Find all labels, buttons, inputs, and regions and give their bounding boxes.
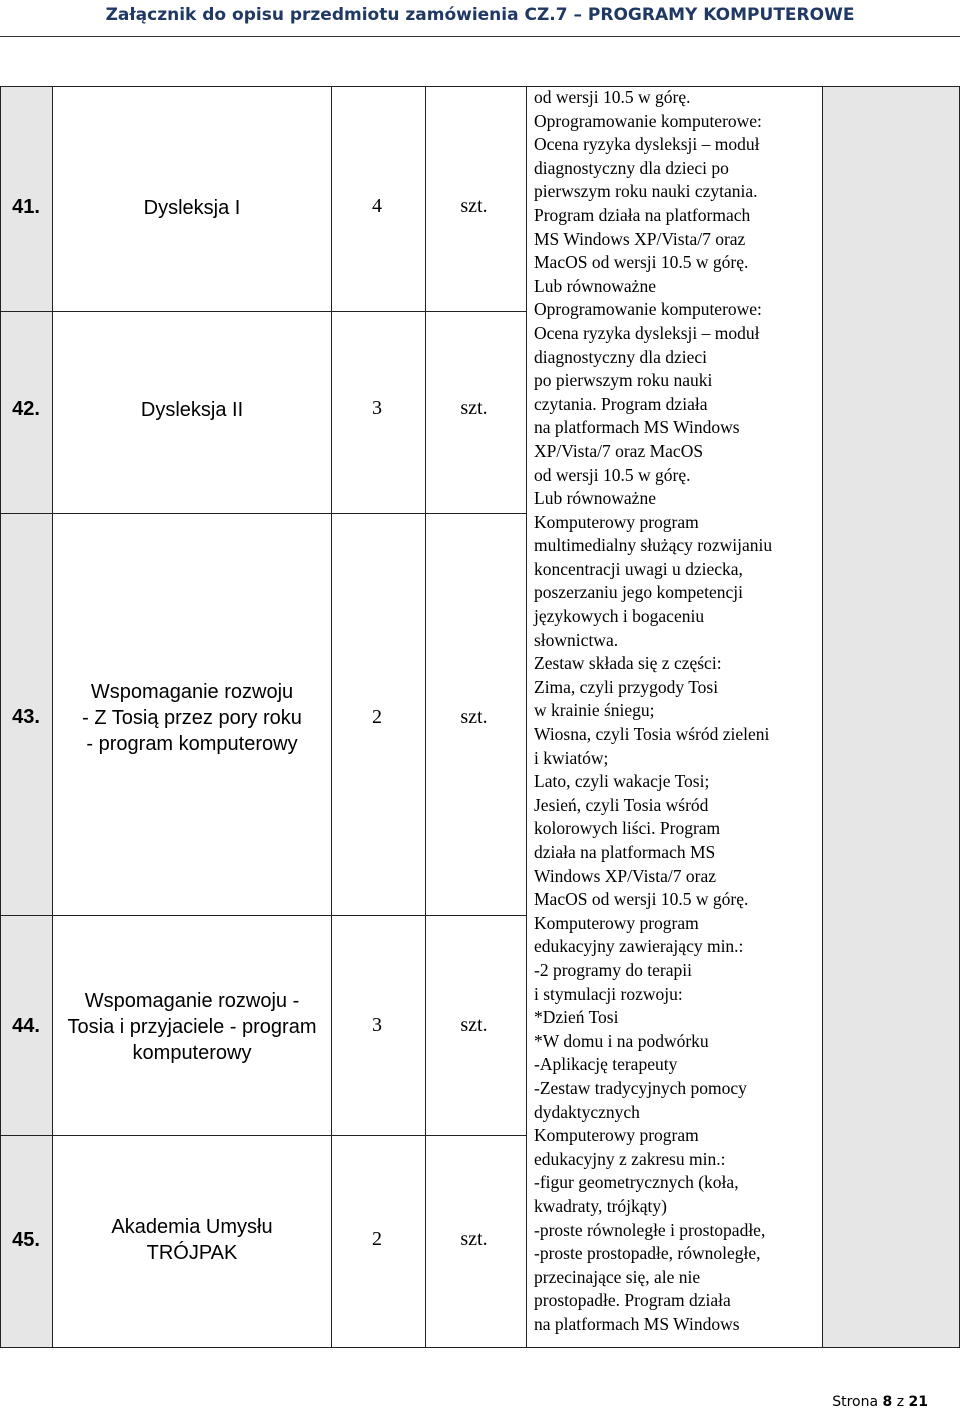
description-line: od wersji 10.5 w górę. [534, 87, 691, 107]
product-name-line: Wspomaganie rozwoju [90, 681, 294, 703]
footer-total-pages: 21 [908, 1394, 928, 1410]
quantity: 2 [372, 1228, 382, 1250]
description-line: po pierwszym roku nauki [534, 370, 713, 391]
description-line: kwadraty, trójkąty) [534, 1195, 667, 1216]
unit: szt. [460, 1014, 488, 1036]
description-line: Lato, czyli wakacje Tosi; [534, 771, 710, 792]
description-column [534, 86, 819, 1336]
description-line: -Aplikację terapeuty [534, 1054, 678, 1075]
product-name-line: komputerowy [132, 1042, 252, 1064]
description-line: Lub równoważne [534, 275, 656, 296]
row-number: 44. [12, 1015, 40, 1037]
product-name [53, 988, 331, 1066]
description-line: Wiosna, czyli Tosia wśród zieleni [534, 724, 770, 745]
row-number: 41. [12, 196, 40, 218]
unit: szt. [460, 706, 488, 728]
description-line: -proste prostopadłe, równoległe, [534, 1243, 761, 1264]
description-line: Komputerowy program [534, 1125, 699, 1146]
description-line: pierwszym roku nauki czytania. [534, 181, 758, 202]
footer-separator: z [896, 1394, 905, 1410]
row-number: 45. [12, 1229, 40, 1251]
product-name-line: Tosia i przyjaciele - program [67, 1016, 317, 1038]
description-line: w krainie śniegu; [534, 700, 655, 721]
description-line: diagnostyczny dla dzieci po [534, 157, 729, 178]
description-line: -2 programy do terapii [534, 959, 692, 980]
description-line: Zestaw składa się z części: [534, 653, 722, 674]
product-name-line: Wspomaganie rozwoju - [84, 990, 300, 1012]
quantity: 3 [372, 1014, 382, 1036]
description-line: Oprogramowanie komputerowe: [534, 299, 762, 320]
product-name-line: Akademia Umysłu [111, 1216, 273, 1238]
description-line: XP/Vista/7 oraz MacOS [534, 440, 704, 461]
product-name [53, 679, 331, 757]
product-name [53, 1214, 331, 1266]
description-line: przecinające się, ale nie [534, 1266, 701, 1287]
row-number: 43. [12, 706, 40, 728]
product-name-line: - Z Tosią przez pory roku [82, 707, 302, 729]
unit: szt. [460, 397, 488, 419]
description-line: słownictwa. [534, 629, 619, 650]
description-line: Windows XP/Vista/7 oraz [534, 865, 716, 886]
description-line: Oprogramowanie komputerowe: [534, 110, 762, 131]
product-name: Dysleksja I [143, 197, 241, 219]
description-line: MS Windows XP/Vista/7 oraz [534, 228, 746, 249]
description-line: -proste równoległe i prostopadłe, [534, 1219, 766, 1240]
header-divider [0, 36, 960, 37]
description-line: multimedialny służący rozwijaniu [534, 535, 773, 556]
description-line: edukacyjny z zakresu min.: [534, 1148, 726, 1169]
footer-page-number: 8 [882, 1394, 893, 1410]
description-line: *W domu i na podwórku [534, 1030, 709, 1051]
description-line: czytania. Program działa [534, 393, 708, 414]
description-line: językowych i bogaceniu [534, 606, 705, 627]
description-line: diagnostyczny dla dzieci [534, 346, 707, 367]
description-line: -Zestaw tradycyjnych pomocy [534, 1077, 747, 1098]
unit: szt. [460, 195, 488, 217]
row-number: 42. [12, 398, 40, 420]
description-line: *Dzień Tosi [534, 1007, 619, 1028]
footer-prefix: Strona [832, 1394, 879, 1410]
description-line: dydaktycznych [534, 1101, 640, 1122]
description-line: Ocena ryzyka dysleksji – moduł [534, 134, 760, 155]
product-name-line: - program komputerowy [86, 733, 298, 755]
description-line: poszerzaniu jego kompetencji [534, 582, 743, 603]
description-line: koncentracji uwagi u dziecka, [534, 558, 743, 579]
quantity: 4 [372, 195, 382, 217]
quantity: 2 [372, 706, 382, 728]
page-header [0, 0, 960, 36]
description-line: Komputerowy program [534, 511, 699, 532]
description-line: i stymulacji rozwoju: [534, 983, 683, 1004]
description-line: MacOS od wersji 10.5 w górę. [534, 889, 749, 910]
description-line: edukacyjny zawierający min.: [534, 936, 744, 957]
description-line: od wersji 10.5 w górę. [534, 464, 691, 485]
product-name-line: TRÓJPAK [146, 1242, 238, 1264]
quantity: 3 [372, 397, 382, 419]
description-line: na platformach MS Windows [534, 1313, 740, 1334]
unit: szt. [460, 1228, 488, 1250]
description-line: na platformach MS Windows [534, 417, 740, 438]
remarks-column-background [822, 86, 960, 1348]
description-line: -figur geometrycznych (koła, [534, 1172, 739, 1193]
description-line: i kwiatów; [534, 747, 609, 768]
page-footer [832, 1394, 928, 1410]
description-line: działa na platformach MS [534, 842, 716, 862]
description-line: MacOS od wersji 10.5 w górę. [534, 252, 749, 273]
description-line: Lub równoważne [534, 488, 656, 509]
product-name: Dysleksja II [140, 399, 244, 421]
description-line: kolorowych liści. Program [534, 818, 721, 839]
header-title: Załącznik do opisu przedmiotu zamówienia CZ.7 – PROGRAMY KOMPUTEROWE [105, 5, 855, 25]
description-line: Program działa na platformach [534, 204, 751, 225]
description-line: prostopadłe. Program działa [534, 1290, 731, 1311]
description-line: Jesień, czyli Tosia wśród [534, 794, 709, 815]
description-line: Ocena ryzyka dysleksji – moduł [534, 322, 760, 343]
description-line: Komputerowy program [534, 912, 699, 933]
description-line: Zima, czyli przygody Tosi [534, 676, 719, 697]
